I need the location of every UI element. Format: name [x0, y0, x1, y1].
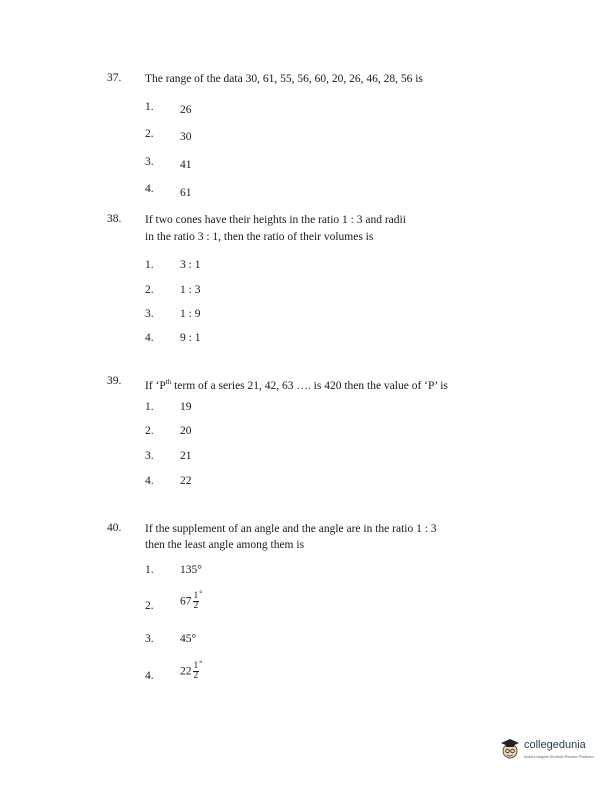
question-39-text-end: term of a series 21, 42, 63 …. is 420 then the value of ‘P’ is: [171, 379, 448, 392]
q40-option-4-value: [180, 659, 203, 681]
question-39-text: [145, 375, 448, 394]
q40-option-3-label: 3.: [145, 633, 154, 645]
q39-option-1-value: 19: [180, 401, 192, 413]
q38-option-2-value: 1 : 3: [180, 284, 201, 296]
collegedunia-logo: [499, 735, 599, 765]
question-39-superscript: th: [165, 378, 172, 386]
question-38-text-line-2: in the ratio 3 : 1, then the ratio of their volumes is: [145, 231, 374, 243]
logo-brand-text: collegedunia: [524, 739, 586, 751]
q40-option-3-value: 45°: [180, 633, 197, 645]
q38-option-1-label: 1.: [145, 259, 154, 271]
q40-option-4-label: 4.: [145, 670, 154, 682]
question-39-text-start: If ‘P: [145, 379, 166, 392]
question-40-number: 40.: [107, 522, 122, 534]
q39-option-2-label: 2.: [145, 425, 154, 437]
q40-option-4-whole: 22: [180, 665, 192, 678]
question-39-number: 39.: [107, 375, 122, 387]
q38-option-4-label: 4.: [145, 332, 154, 344]
q40-option-2-whole: 67: [180, 595, 192, 608]
question-38-number: 38.: [107, 213, 122, 225]
question-40-text-line-1: If the supplement of an angle and the angle are in the ratio 1 : 3: [145, 523, 437, 535]
q37-option-2-value: 30: [180, 131, 192, 143]
q40-option-4-denominator: 2: [193, 671, 199, 681]
q40-option-1-label: 1.: [145, 564, 154, 576]
logo-tagline: India's largest Student Review Platform: [524, 754, 594, 759]
q37-option-4-label: 4.: [145, 183, 154, 195]
q39-option-2-value: 20: [180, 425, 192, 437]
q38-option-1-value: 3 : 1: [180, 259, 201, 271]
q40-option-1-value: 135°: [180, 564, 202, 576]
q39-option-3-label: 3.: [145, 450, 154, 462]
q39-option-3-value: 21: [180, 450, 192, 462]
q40-option-2-label: 2.: [145, 600, 154, 612]
question-40-text-line-2: then the least angle among them is: [145, 539, 305, 551]
q40-option-2-value: [180, 589, 203, 611]
question-37-number: 37.: [107, 72, 122, 84]
q39-option-1-label: 1.: [145, 401, 154, 413]
q38-option-3-label: 3.: [145, 308, 154, 320]
q37-option-1-value: 26: [180, 104, 192, 116]
q37-option-2-label: 2.: [145, 128, 154, 140]
question-37-text: The range of the data 30, 61, 55, 56, 60, 20, 26, 46, 28, 56 is: [145, 73, 423, 85]
graduate-mascot-icon: [499, 737, 521, 761]
q39-option-4-label: 4.: [145, 475, 154, 487]
q37-option-1-label: 1.: [145, 101, 154, 113]
question-38-text-line-1: If two cones have their heights in the ratio 1 : 3 and radii: [145, 214, 406, 226]
q37-option-3-label: 3.: [145, 156, 154, 168]
q40-option-2-degree: °: [199, 589, 203, 598]
q37-option-3-value: 41: [180, 159, 192, 171]
q37-option-4-value: 61: [180, 187, 192, 199]
q40-option-2-numerator: 1: [193, 591, 199, 601]
q38-option-4-value: 9 : 1: [180, 332, 201, 344]
q38-option-3-value: 1 : 9: [180, 308, 201, 320]
q40-option-4-degree: °: [199, 659, 203, 668]
q40-option-4-numerator: 1: [193, 661, 199, 671]
q39-option-4-value: 22: [180, 475, 192, 487]
q38-option-2-label: 2.: [145, 284, 154, 296]
q40-option-2-denominator: 2: [193, 601, 199, 611]
